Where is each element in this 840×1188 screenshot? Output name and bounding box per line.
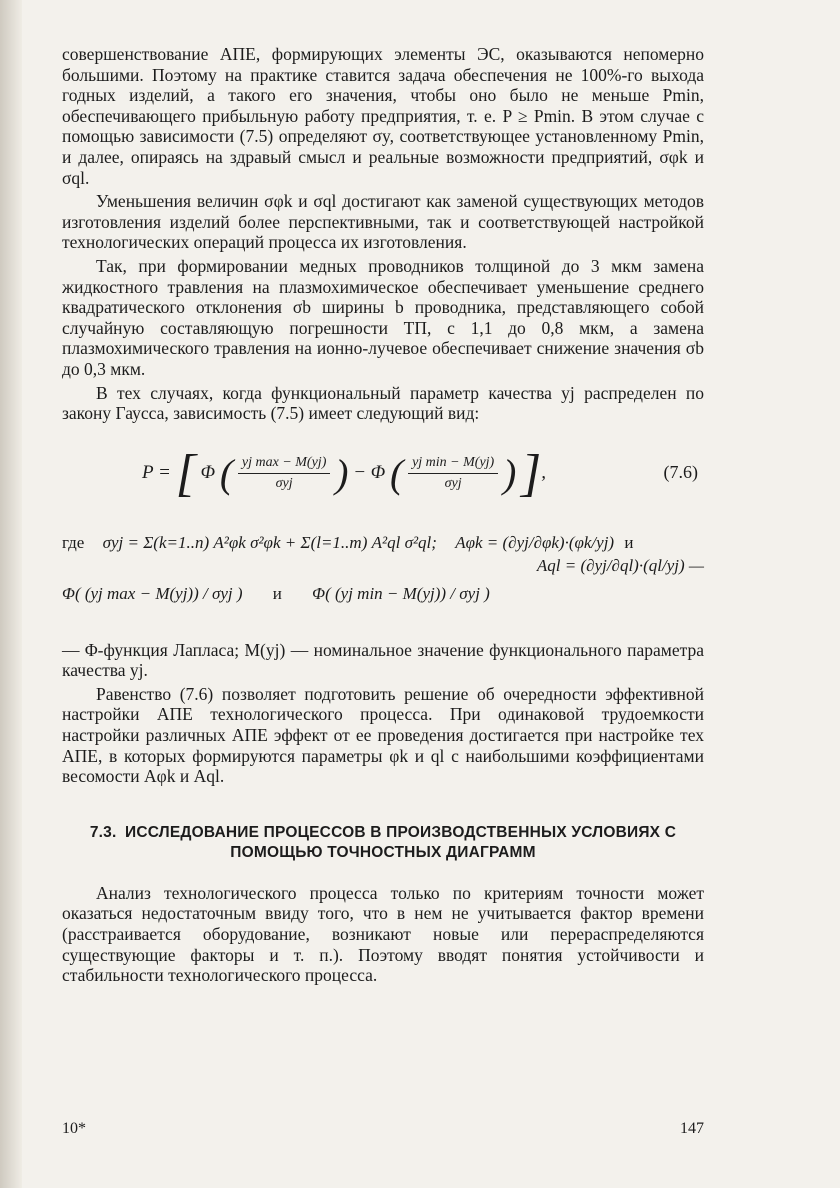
- page-number: 147: [680, 1120, 704, 1137]
- formula-fraction-max: $\frac{\text{yj max − M(yj)}}{\text{σyj}}$: [238, 455, 330, 492]
- page-body: [62, 44, 704, 986]
- paragraph-continuation: совершенствование АПЕ, формирующих элементы ЭС, оказываются непомерно большими. Поэтому на практике ставится задача обеспечения не 100%-го выхода годных изделий, а такого его значения, чтобы оно было не меньше Pmin, обеспечивающего прибыльную работу предприятия, т. е. P ≥ Pmin. В этом случае с помощью зависимости (7.5) определяют σy, соответствующее установленному Pmin, и далее, опираясь на здравый смысл и реальные возможности предприятий, σφk и σql.: [62, 44, 704, 188]
- a-phi-definition: Aφk = (∂yj/∂φk)·(φk/yj): [455, 532, 615, 552]
- section-number: 7.3.: [89, 823, 117, 841]
- formula-fraction-min: $\frac{\text{yj min − M(yj)}}{\text{σyj}}$: [408, 455, 498, 492]
- signature-mark: 10*: [62, 1120, 86, 1137]
- formula-7-6: P = [ Φ ( $\frac{\text{yj max − M(yj)}}{\text{σyj}}$ ) − Φ ( $\frac{\text{yj min − M(yj)}}{\text{σyj}}$ ) ], (7.6): [142, 444, 698, 502]
- formula-lhs: P =: [142, 461, 171, 483]
- where-word: где: [62, 532, 85, 552]
- page-edge-shadow: [0, 0, 22, 1188]
- formula-minus: −: [353, 461, 367, 483]
- formula-phi-1: Φ: [200, 461, 216, 483]
- paragraph-equality-7-6: Равенство (7.6) позволяет подготовить решение об очередности эффективной настройки АПЕ технологического процесса. При одинаковой трудоемкости настройки различных АПЕ эффект от ее проведения достигается при настройке тех АПЕ, в которых формируются параметры φk и ql с наибольшими коэффициентами весомости Aφk и Aql.: [62, 683, 704, 787]
- equation-number: (7.6): [663, 461, 698, 482]
- phi-max-expression: Φ( (yj max − M(yj)) / σyj ): [62, 583, 243, 603]
- formula-phi-2: Φ: [370, 461, 386, 483]
- paragraph-analysis: Анализ технологического процесса только по критериям точности может оказаться недостаточным ввиду того, что в нем не учитывается фактор времени (расстраивается оборудование, возникают новые или перераспределяются существующие факторы и т. п.). Поэтому вводят понятия устойчивости и стабильности технологического процесса.: [62, 882, 704, 986]
- sigma-definition: σyj = Σ(k=1..n) A²φk σ²φk + Σ(l=1..m) A²ql σ²ql;: [102, 532, 437, 552]
- a-q-definition: Aql = (∂yj/∂ql)·(ql/yj) —: [536, 555, 704, 575]
- paragraph-laplace: — Φ-функция Лапласа; M(yj) — номинальное значение функционального параметра качества yj.: [62, 639, 704, 681]
- section-heading: [62, 823, 704, 863]
- formula-phi-line: Φ( (yj max − M(yj)) / σyj ) и Φ( (yj min − M(yj)) / σyj ): [62, 583, 490, 603]
- paragraph-sigma-reduction: Уменьшения величин σφk и σql достигают как заменой существующих методов изготовления изделий более перспективными, так и соответствующей настройкой технологических операций процесса их изготовления.: [62, 191, 704, 253]
- formula-where-line: где σyj = Σ(k=1..n) A²φk σ²φk + Σ(l=1..m) A²ql σ²ql; Aφk = (∂yj/∂φk)·(φk/yj) и Aql = (∂yj/∂ql)·(ql/yj) —: [62, 532, 704, 575]
- page-footer: [62, 1120, 704, 1138]
- phi-min-expression: Φ( (yj min − M(yj)) / σyj ): [312, 583, 490, 603]
- paragraph-etching-example: Так, при формировании медных проводников толщиной до 3 мкм замена жидкостного травления на плазмохимическое обеспечивает уменьшение среднего квадратического отклонения σb ширины b проводника, представляющего собой случайную составляющую погрешности ТП, с 1,1 до 0,8 мкм, а замена плазмохимического травления на ионно-лучевое обеспечивает снижение значения σb до 0,3 мкм.: [62, 255, 704, 379]
- section-title: ИССЛЕДОВАНИЕ ПРОЦЕССОВ В ПРОИЗВОДСТВЕННЫХ УСЛОВИЯХ С ПОМОЩЬЮ ТОЧНОСТНЫХ ДИАГРАММ: [125, 823, 677, 861]
- paragraph-gauss-intro: В тех случаях, когда функциональный параметр качества yj распределен по закону Гаусса, зависимость (7.5) имеет следующий вид:: [62, 382, 704, 424]
